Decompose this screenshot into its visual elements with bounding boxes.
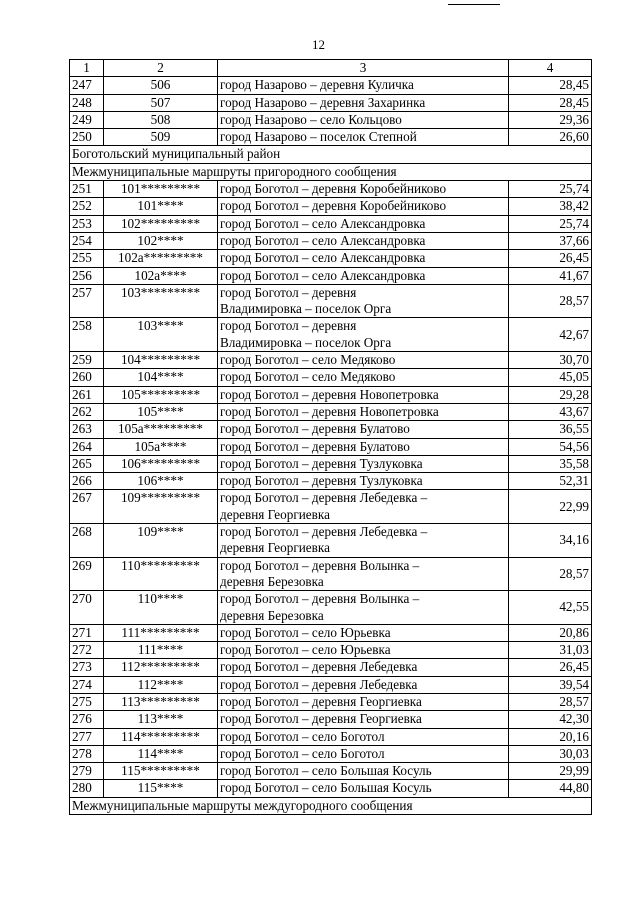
route-code: 109**** bbox=[104, 524, 218, 558]
route-distance: 25,74 bbox=[509, 181, 592, 198]
route-distance: 26,60 bbox=[509, 129, 592, 146]
table-row bbox=[70, 711, 592, 728]
route-code: 507 bbox=[104, 94, 218, 111]
route-name-line-2: Владимировка – поселок Орга bbox=[220, 301, 392, 317]
row-number: 247 bbox=[70, 77, 104, 94]
row-number: 266 bbox=[70, 473, 104, 490]
route-distance: 20,16 bbox=[509, 728, 592, 745]
route-name-line-1: город Боготол – деревня Лебедевка – bbox=[220, 524, 428, 540]
route-name: город Боготол – село Александровка bbox=[218, 215, 509, 232]
route-distance: 39,54 bbox=[509, 676, 592, 693]
row-number: 277 bbox=[70, 728, 104, 745]
table-row bbox=[70, 198, 592, 215]
header-row bbox=[70, 60, 592, 77]
route-name-line-2: деревня Березовка bbox=[220, 607, 324, 623]
header-col-1: 1 bbox=[70, 60, 104, 77]
route-name-line-1: город Боготол – деревня Лебедевка – bbox=[220, 490, 428, 506]
route-name: город Боготол – село Медяково bbox=[218, 352, 509, 369]
table-row bbox=[70, 77, 592, 94]
route-code: 114**** bbox=[104, 745, 218, 762]
row-number: 280 bbox=[70, 780, 104, 797]
row-number: 274 bbox=[70, 676, 104, 693]
route-name: город Боготол – деревня Лебедевка bbox=[218, 659, 509, 676]
route-name: город Назарово – село Кольцово bbox=[218, 111, 509, 128]
route-code: 102а********* bbox=[104, 250, 218, 267]
table-row bbox=[70, 129, 592, 146]
table-row bbox=[70, 250, 592, 267]
table-row bbox=[70, 473, 592, 490]
row-number: 269 bbox=[70, 557, 104, 591]
route-distance: 30,70 bbox=[509, 352, 592, 369]
route-distance: 20,86 bbox=[509, 624, 592, 641]
table-row bbox=[70, 624, 592, 641]
section-row bbox=[70, 146, 592, 163]
route-name: город Назарово – поселок Степной bbox=[218, 129, 509, 146]
section-title: Боготольский муниципальный район bbox=[70, 146, 592, 163]
row-number: 251 bbox=[70, 181, 104, 198]
route-name: город Боготол – деревня Новопетровка bbox=[218, 403, 509, 420]
route-code: 508 bbox=[104, 111, 218, 128]
route-distance: 22,99 bbox=[509, 490, 592, 524]
route-code: 112********* bbox=[104, 659, 218, 676]
table-row bbox=[70, 318, 592, 352]
route-name-line-1: город Боготол – деревня bbox=[220, 284, 357, 300]
route-name: город Боготол – село Боготол bbox=[218, 745, 509, 762]
route-name: город Боготол – село Юрьевка bbox=[218, 642, 509, 659]
row-number: 272 bbox=[70, 642, 104, 659]
route-code: 506 bbox=[104, 77, 218, 94]
table-row bbox=[70, 369, 592, 386]
row-number: 252 bbox=[70, 198, 104, 215]
route-name: город Боготол – село Александровка bbox=[218, 250, 509, 267]
row-number: 270 bbox=[70, 591, 104, 625]
table-row bbox=[70, 642, 592, 659]
route-distance: 38,42 bbox=[509, 198, 592, 215]
route-code: 104**** bbox=[104, 369, 218, 386]
row-number: 264 bbox=[70, 438, 104, 455]
route-name-line-1: город Боготол – деревня Волынка – bbox=[220, 557, 420, 573]
route-distance: 28,57 bbox=[509, 693, 592, 710]
route-code: 115********* bbox=[104, 763, 218, 780]
route-name: город Боготол – деревня Лебедевка bbox=[218, 676, 509, 693]
table-row bbox=[70, 763, 592, 780]
row-number: 267 bbox=[70, 490, 104, 524]
row-number: 249 bbox=[70, 111, 104, 128]
table-row bbox=[70, 676, 592, 693]
row-number: 265 bbox=[70, 455, 104, 472]
section-title: Межмуниципальные маршруты пригородного сообщения bbox=[70, 163, 592, 180]
row-number: 262 bbox=[70, 403, 104, 420]
section-title: Межмуниципальные маршруты междугородного сообщения bbox=[70, 797, 592, 814]
route-name: город Боготол – деревня Тузлуковка bbox=[218, 455, 509, 472]
route-code: 104********* bbox=[104, 352, 218, 369]
route-distance: 26,45 bbox=[509, 250, 592, 267]
route-name: город Боготол – село Большая Косуль bbox=[218, 763, 509, 780]
row-number: 248 bbox=[70, 94, 104, 111]
route-name-line-2: деревня Георгиевка bbox=[220, 540, 330, 556]
route-distance: 28,57 bbox=[509, 557, 592, 591]
route-name: город Боготол – село Большая Косуль bbox=[218, 780, 509, 797]
route-code: 114********* bbox=[104, 728, 218, 745]
row-number: 273 bbox=[70, 659, 104, 676]
route-name: город Боготол – деревня Булатово bbox=[218, 421, 509, 438]
route-name: город Боготол – деревня Тузлуковка bbox=[218, 473, 509, 490]
table-row bbox=[70, 267, 592, 284]
table-row bbox=[70, 181, 592, 198]
route-name-line-1: город Боготол – деревня bbox=[220, 318, 357, 334]
route-name bbox=[218, 591, 509, 625]
route-code: 110**** bbox=[104, 591, 218, 625]
route-code: 102а**** bbox=[104, 267, 218, 284]
route-code: 109********* bbox=[104, 490, 218, 524]
row-number: 257 bbox=[70, 284, 104, 318]
row-number: 255 bbox=[70, 250, 104, 267]
route-distance: 28,45 bbox=[509, 94, 592, 111]
route-distance: 31,03 bbox=[509, 642, 592, 659]
row-number: 271 bbox=[70, 624, 104, 641]
row-number: 278 bbox=[70, 745, 104, 762]
table-row bbox=[70, 403, 592, 420]
top-rule bbox=[448, 4, 500, 5]
route-distance: 25,74 bbox=[509, 215, 592, 232]
route-code: 102********* bbox=[104, 215, 218, 232]
route-name: город Боготол – деревня Новопетровка bbox=[218, 386, 509, 403]
row-number: 250 bbox=[70, 129, 104, 146]
route-distance: 43,67 bbox=[509, 403, 592, 420]
table-row bbox=[70, 232, 592, 249]
route-code: 105**** bbox=[104, 403, 218, 420]
route-code: 105а**** bbox=[104, 438, 218, 455]
route-name bbox=[218, 524, 509, 558]
table-row bbox=[70, 557, 592, 591]
route-code: 105********* bbox=[104, 386, 218, 403]
route-distance: 52,31 bbox=[509, 473, 592, 490]
route-name-line-2: деревня Георгиевка bbox=[220, 506, 330, 522]
route-name: город Боготол – деревня Георгиевка bbox=[218, 711, 509, 728]
section-row bbox=[70, 163, 592, 180]
route-name-line-2: Владимировка – поселок Орга bbox=[220, 334, 392, 350]
route-name-line-1: город Боготол – деревня Волынка – bbox=[220, 591, 420, 607]
route-distance: 30,03 bbox=[509, 745, 592, 762]
route-name: город Боготол – село Медяково bbox=[218, 369, 509, 386]
table-row bbox=[70, 659, 592, 676]
route-name: город Боготол – деревня Коробейниково bbox=[218, 198, 509, 215]
route-code: 103********* bbox=[104, 284, 218, 318]
table-row bbox=[70, 745, 592, 762]
route-distance: 44,80 bbox=[509, 780, 592, 797]
route-name bbox=[218, 318, 509, 352]
route-name: город Боготол – село Александровка bbox=[218, 232, 509, 249]
row-number: 253 bbox=[70, 215, 104, 232]
route-name bbox=[218, 557, 509, 591]
route-distance: 36,55 bbox=[509, 421, 592, 438]
table-row bbox=[70, 94, 592, 111]
route-code: 106**** bbox=[104, 473, 218, 490]
row-number: 254 bbox=[70, 232, 104, 249]
row-number: 260 bbox=[70, 369, 104, 386]
route-distance: 42,30 bbox=[509, 711, 592, 728]
table-row bbox=[70, 438, 592, 455]
route-name: город Боготол – деревня Коробейниково bbox=[218, 181, 509, 198]
table-row bbox=[70, 111, 592, 128]
row-number: 258 bbox=[70, 318, 104, 352]
route-name: город Назарово – деревня Куличка bbox=[218, 77, 509, 94]
header-col-3: 3 bbox=[218, 60, 509, 77]
route-name: город Боготол – село Александровка bbox=[218, 267, 509, 284]
route-distance: 34,16 bbox=[509, 524, 592, 558]
route-name: город Назарово – деревня Захаринка bbox=[218, 94, 509, 111]
table-row bbox=[70, 780, 592, 797]
route-distance: 35,58 bbox=[509, 455, 592, 472]
route-code: 111********* bbox=[104, 624, 218, 641]
route-code: 115**** bbox=[104, 780, 218, 797]
table-row bbox=[70, 693, 592, 710]
table-row bbox=[70, 352, 592, 369]
page-number: 12 bbox=[312, 37, 325, 52]
table-row bbox=[70, 524, 592, 558]
row-number: 261 bbox=[70, 386, 104, 403]
table-row bbox=[70, 591, 592, 625]
route-code: 106********* bbox=[104, 455, 218, 472]
table-row bbox=[70, 421, 592, 438]
route-name bbox=[218, 490, 509, 524]
route-name: город Боготол – деревня Булатово bbox=[218, 438, 509, 455]
row-number: 275 bbox=[70, 693, 104, 710]
routes-table bbox=[69, 59, 592, 815]
route-code: 103**** bbox=[104, 318, 218, 352]
route-distance: 29,28 bbox=[509, 386, 592, 403]
route-code: 102**** bbox=[104, 232, 218, 249]
route-distance: 41,67 bbox=[509, 267, 592, 284]
row-number: 276 bbox=[70, 711, 104, 728]
route-distance: 54,56 bbox=[509, 438, 592, 455]
route-distance: 37,66 bbox=[509, 232, 592, 249]
route-code: 113**** bbox=[104, 711, 218, 728]
route-code: 111**** bbox=[104, 642, 218, 659]
route-distance: 42,55 bbox=[509, 591, 592, 625]
route-name bbox=[218, 284, 509, 318]
route-name: город Боготол – село Юрьевка bbox=[218, 624, 509, 641]
routes-body bbox=[70, 77, 592, 815]
row-number: 268 bbox=[70, 524, 104, 558]
route-name: город Боготол – село Боготол bbox=[218, 728, 509, 745]
table-row bbox=[70, 284, 592, 318]
route-code: 110********* bbox=[104, 557, 218, 591]
table-row bbox=[70, 386, 592, 403]
table-row bbox=[70, 728, 592, 745]
route-code: 113********* bbox=[104, 693, 218, 710]
row-number: 259 bbox=[70, 352, 104, 369]
route-code: 105а********* bbox=[104, 421, 218, 438]
section-row bbox=[70, 797, 592, 814]
route-distance: 28,45 bbox=[509, 77, 592, 94]
route-distance: 29,99 bbox=[509, 763, 592, 780]
row-number: 256 bbox=[70, 267, 104, 284]
route-code: 112**** bbox=[104, 676, 218, 693]
table-row bbox=[70, 215, 592, 232]
table-row bbox=[70, 490, 592, 524]
table-row bbox=[70, 455, 592, 472]
route-name-line-2: деревня Березовка bbox=[220, 573, 324, 589]
route-name: город Боготол – деревня Георгиевка bbox=[218, 693, 509, 710]
route-distance: 26,45 bbox=[509, 659, 592, 676]
route-code: 101**** bbox=[104, 198, 218, 215]
header-col-2: 2 bbox=[104, 60, 218, 77]
row-number: 263 bbox=[70, 421, 104, 438]
route-distance: 29,36 bbox=[509, 111, 592, 128]
route-distance: 42,67 bbox=[509, 318, 592, 352]
header-col-4: 4 bbox=[509, 60, 592, 77]
route-distance: 45,05 bbox=[509, 369, 592, 386]
row-number: 279 bbox=[70, 763, 104, 780]
route-code: 101********* bbox=[104, 181, 218, 198]
route-distance: 28,57 bbox=[509, 284, 592, 318]
route-code: 509 bbox=[104, 129, 218, 146]
